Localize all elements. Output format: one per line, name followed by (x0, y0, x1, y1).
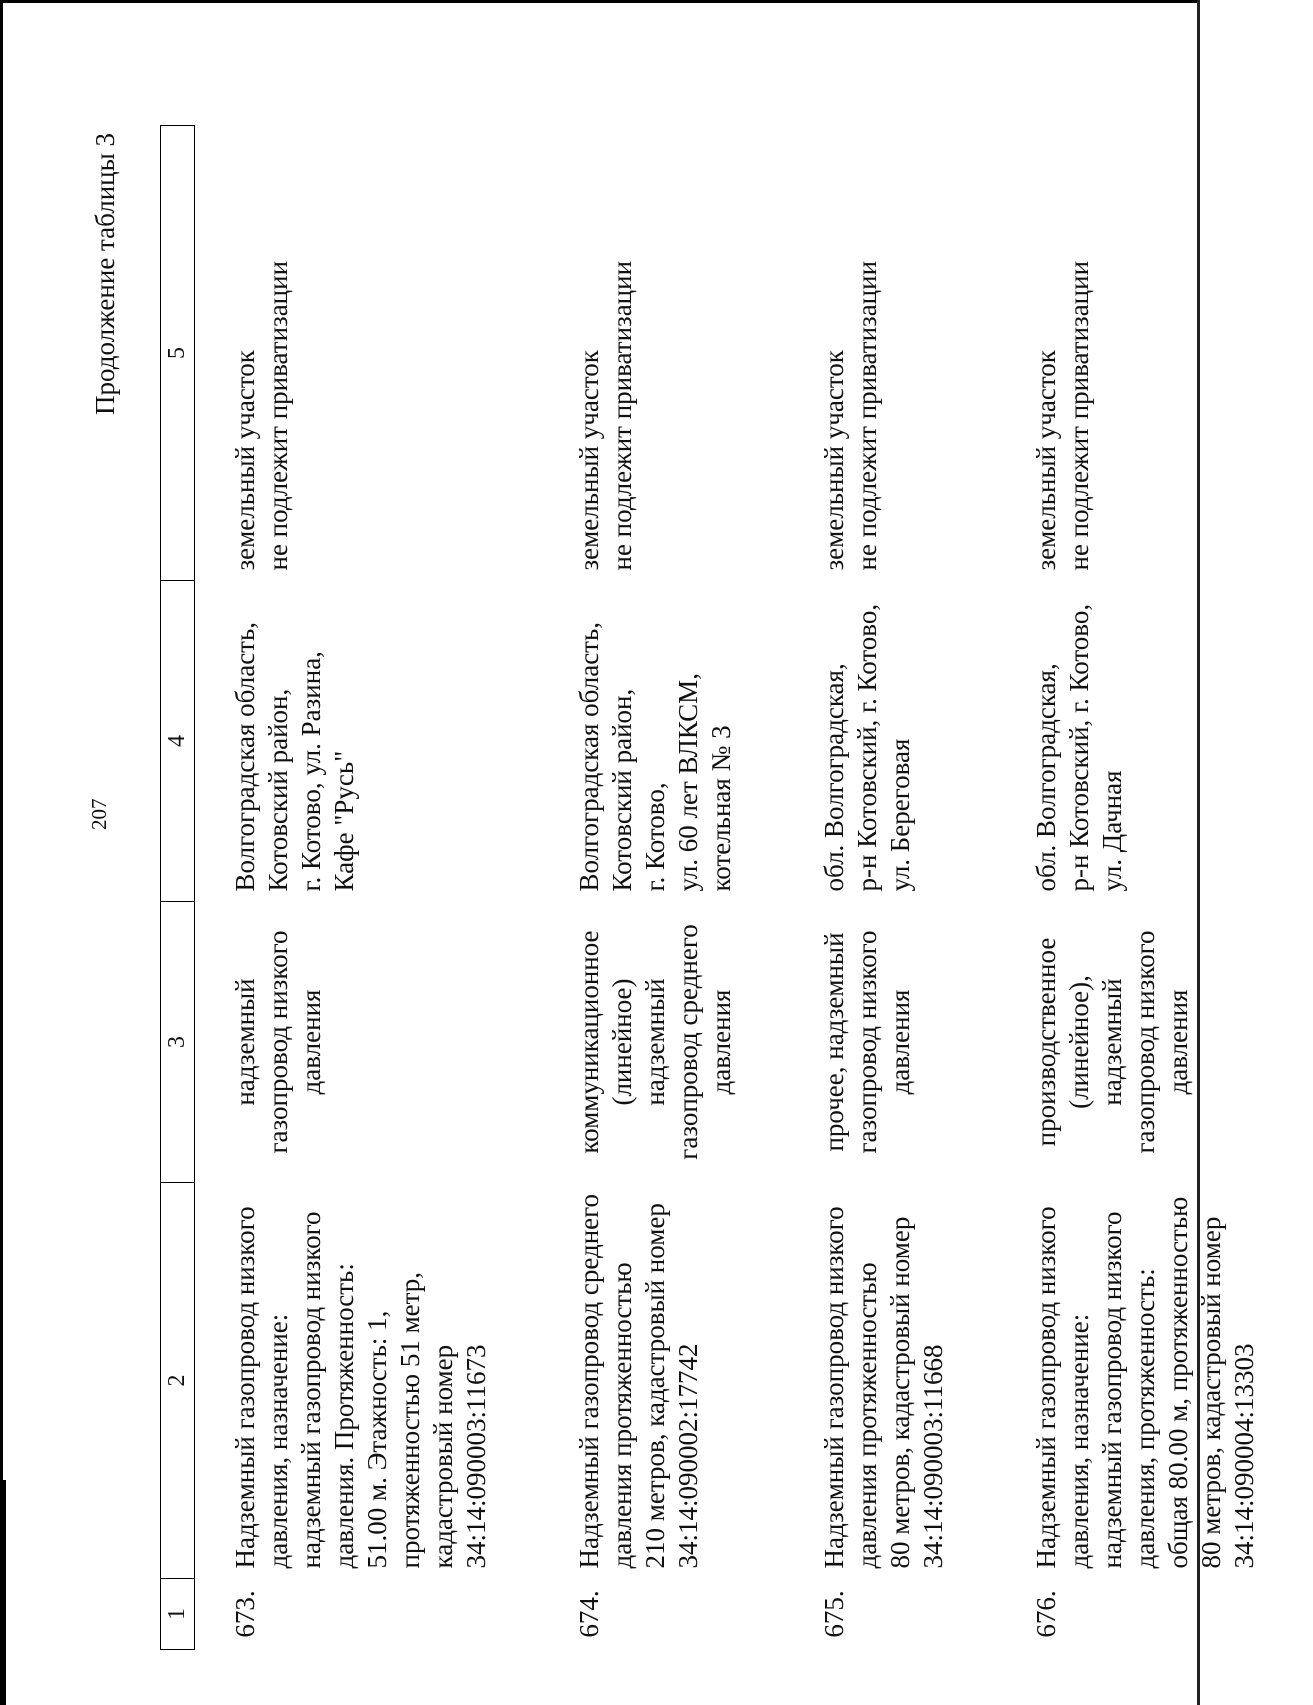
row-number: 675. (819, 1590, 849, 1638)
object-address: Волгоградская область, Котовский район, г. Котово, ул. Разина, Кафе "Русь" (230, 621, 359, 892)
object-type: коммуникационное (линейное) надземный газопровод среднего давления (574, 924, 736, 1160)
table-row (1002, 126, 1313, 1650)
table-caption: Продолжение таблицы 3 (90, 133, 120, 415)
table-row (195, 126, 546, 1650)
object-name: Надземный газопровод среднего давления протяженностью 210 метров, кадастровый номер 34:14:090002:17742 (574, 1193, 703, 1569)
object-address: обл. Волгоградская, р-н Котовский, г. Котово, ул. Дачная (1031, 603, 1127, 892)
table-row (790, 126, 1002, 1650)
object-type: надземный газопровод низкого давления (230, 930, 326, 1154)
column-header-3: 3 (161, 902, 195, 1183)
row-number: 674. (574, 1590, 604, 1638)
header-row (161, 126, 195, 1650)
row-number: 673. (230, 1590, 260, 1638)
object-name: Надземный газопровод низкого давления, назначение: надземный газопровод низкого давления, протяженность: общая 80.00 м, протяженностью 80 метров, кадастровый номер 34:14:090004:13303 (1031, 1196, 1259, 1569)
object-note: земельный участок не подлежит приватизации (574, 260, 637, 571)
object-type: прочее, надземный газопровод низкого давления (819, 930, 915, 1154)
page-edge-shadow (0, 1480, 6, 1705)
object-note: земельный участок не подлежит приватизации (1031, 260, 1094, 571)
column-header-5: 5 (161, 126, 195, 581)
object-name: Надземный газопровод низкого давления, назначение: надземный газопровод низкого давления. Протяженность: 51.00 м. Этажность: 1, протяженностью 51 метр, кадастровый номер 34:14:090003:11673 (230, 1206, 491, 1569)
object-name: Надземный газопровод низкого давления протяженностью 80 метров, кадастровый номер 34:14:090003:11668 (819, 1206, 948, 1569)
object-note: земельный участок не подлежит приватизации (819, 260, 882, 571)
object-note: земельный участок не подлежит приватизации (230, 260, 293, 571)
page-edge-left (0, 0, 3, 1705)
table-row (545, 126, 790, 1650)
page-number: 207 (87, 798, 111, 830)
column-header-1: 1 (161, 1579, 195, 1650)
property-table (160, 125, 1313, 1650)
column-header-4: 4 (161, 581, 195, 902)
object-address: Волгоградская область, Котовский район, г. Котово, ул. 60 лет ВЛКСМ, котельная № 3 (574, 621, 736, 892)
object-address: обл. Волгоградская, р-н Котовский, г. Котово, ул. Береговая (819, 603, 915, 892)
column-header-2: 2 (161, 1183, 195, 1579)
rotated-page-content (87, 125, 1259, 1650)
row-number: 676. (1031, 1590, 1061, 1638)
page-edge-top (0, 0, 1200, 3)
object-type: производственное (линейное), надземный газопровод низкого давления (1031, 930, 1193, 1154)
